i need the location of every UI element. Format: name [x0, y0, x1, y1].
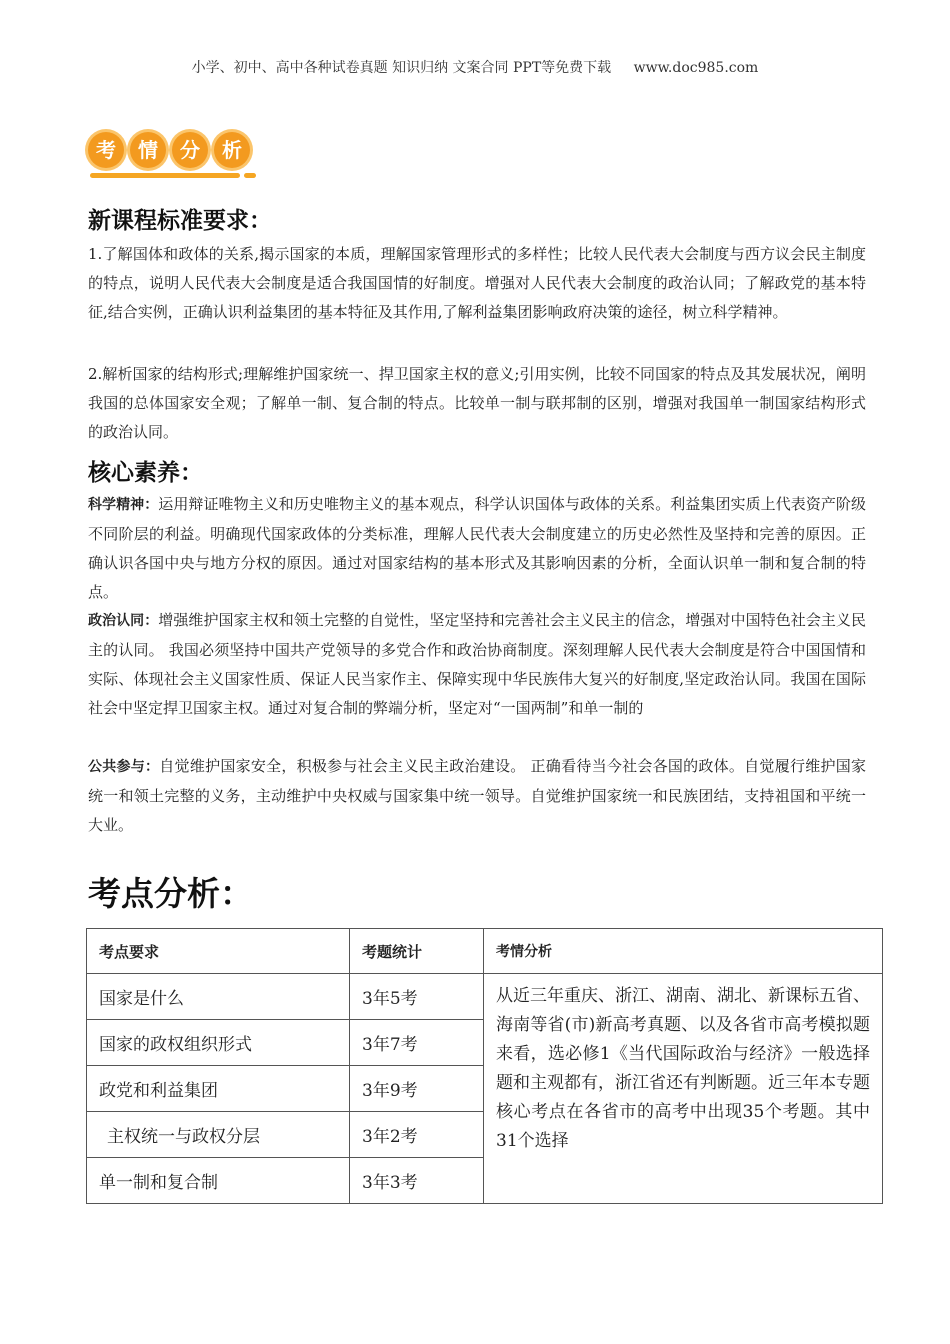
requirement-1: 1.了解国体和政体的关系,揭示国家的本质，理解国家管理形式的多样性；比较人民代表大会制度与西方议会民主制度的特点，说明人民代表大会制度是适合我国国情的好制度。增强对人民代表大会制度的政治认同；了解政党的基本特征,结合实例，正确认识利益集团的基本特征及其作用,了解利益集团影响政府决策的途径，树立科学精神。 [88, 245, 866, 321]
badge-char: 分 [172, 132, 208, 168]
requirements-heading: 新课程标准要求： [88, 208, 272, 234]
table-cell-topic: 主权统一与政权分层 [87, 1112, 350, 1158]
badge-char: 考 [88, 132, 124, 168]
table-cell-analysis: 从近三年重庆、浙江、湖南、湖北、新课标五省、海南等省(市)新高考真题、以及各省市高考模拟题来看，选必修1《当代国际政治与经济》一般选择题和主观都有，浙江省还有判断题。近三年本专题核心考点在各省市的高考中出现35个考题。其中31个选择 [484, 974, 883, 1204]
political-identity-label: 政治认同： [88, 613, 159, 629]
section-badge [88, 127, 258, 179]
core-literacy-heading: 核心素养： [88, 460, 203, 486]
table-cell-topic: 国家的政权组织形式 [87, 1020, 350, 1066]
public-participation-label: 公共参与： [88, 759, 160, 775]
table-header-cell: 考点要求 [87, 929, 350, 974]
header-site-link[interactable]: www.doc985.com [633, 60, 759, 76]
table-cell-topic: 政党和利益集团 [87, 1066, 350, 1112]
table-cell-stat: 3年9考 [350, 1066, 484, 1112]
science-spirit-text: 运用辩证唯物主义和历史唯物主义的基本观点，科学认识国体与政体的关系。利益集团实质上代表资产阶级不同阶层的利益。明确现代国家政体的分类标准，理解人民代表大会制度建立的历史必然性及坚持和完善的原因。正确认识各国中央与地方分权的原因。通过对国家结构的基本形式及其影响因素的分析，全面认识单一制和复合制的特点。 [88, 495, 866, 601]
science-spirit-paragraph [88, 490, 866, 607]
exam-points-table [86, 928, 883, 1204]
table-cell-stat: 3年5考 [350, 974, 484, 1020]
table-cell-topic: 国家是什么 [87, 974, 350, 1020]
public-participation-paragraph [88, 752, 866, 840]
badge-underline [90, 173, 240, 178]
page-header [0, 57, 950, 77]
table-cell-topic: 单一制和复合制 [87, 1158, 350, 1204]
political-identity-paragraph [88, 606, 866, 723]
table-header-cell: 考情分析 [484, 929, 883, 974]
table-header-cell: 考题统计 [350, 929, 484, 974]
political-identity-text: 增强维护国家主权和领土完整的自觉性，坚定坚持和完善社会主义民主的信念，增强对中国特色社会主义民主的认同。 我国必须坚持中国共产党领导的多党合作和政治协商制度。深刻理解人民代表大会制度是符合中国国情和实际、体现社会主义国家性质、保证人民当家作主、保障实现中华民族伟大复兴的好制度,坚定政治认同。我国在国际社会中坚定捍卫国家主权。通过对复合制的弊端分析，坚定对“一国两制”和单一制的 [88, 611, 866, 717]
header-text: 小学、初中、高中各种试卷真题 知识归纳 文案合同 PPT等免费下载 [191, 60, 612, 76]
public-participation-text: 自觉维护国家安全，积极参与社会主义民主政治建设。 正确看待当今社会各国的政体。自觉履行维护国家统一和领土完整的义务，主动维护中央权威与国家集中统一领导。自觉维护国家统一和民族团结，支持祖国和平统一大业。 [88, 757, 866, 834]
table-row [87, 974, 883, 1020]
requirement-2: 2.解析国家的结构形式;理解维护国家统一、捍卫国家主权的意义;引用实例，比较不同国家的特点及其发展状况，阐明我国的总体国家安全观；了解单一制、复合制的特点。比较单一制与联邦制的区别，增强对我国单一制国家结构形式的政治认同。 [88, 365, 866, 441]
badge-char: 情 [130, 132, 166, 168]
exam-analysis-heading: 考点分析： [88, 874, 253, 913]
badge-char: 析 [214, 132, 250, 168]
table-cell-stat: 3年2考 [350, 1112, 484, 1158]
table-cell-stat: 3年3考 [350, 1158, 484, 1204]
science-spirit-label: 科学精神： [88, 497, 159, 513]
table-cell-stat: 3年7考 [350, 1020, 484, 1066]
badge-underline-dash [244, 173, 256, 178]
table-header-row [87, 929, 883, 974]
